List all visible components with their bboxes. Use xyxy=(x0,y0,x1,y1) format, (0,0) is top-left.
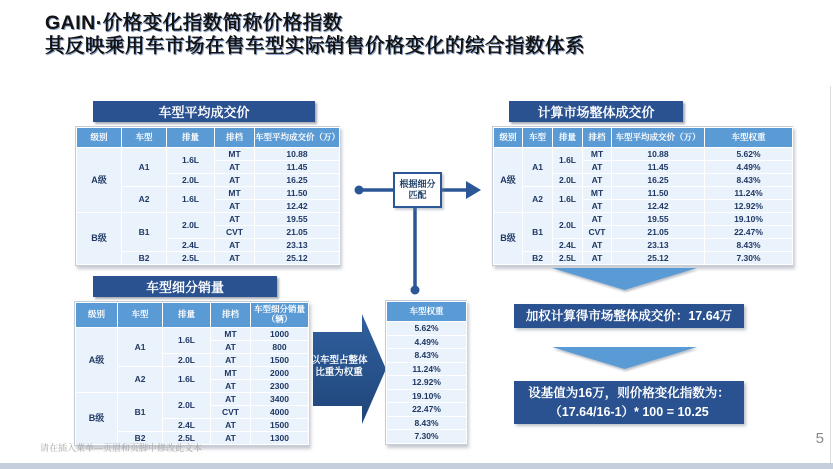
table-cell: B2 xyxy=(122,252,167,265)
table-cell: 1.6L xyxy=(553,187,583,213)
index-result-line1: 设基值为16万，则价格变化指数为： xyxy=(528,385,730,400)
table-cell: AT xyxy=(583,200,612,213)
table-cell: 2.0L xyxy=(163,393,211,419)
table-cell: 22.47% xyxy=(387,403,467,417)
table-cell: MT xyxy=(215,187,255,200)
table-row xyxy=(387,376,467,390)
table-cell: AT xyxy=(211,354,251,367)
arrow-right-icon xyxy=(466,181,481,199)
table-cell: 11.24% xyxy=(387,362,467,376)
table-cell: 21.05 xyxy=(255,226,340,239)
table-cell: 2000 xyxy=(251,367,309,380)
table-row xyxy=(387,403,467,417)
table-row xyxy=(387,349,467,363)
table-cell: 19.10% xyxy=(387,389,467,403)
table-row xyxy=(387,322,467,336)
table-cell: AT xyxy=(215,239,255,252)
sales-table xyxy=(74,301,309,446)
table-cell: A2 xyxy=(523,187,553,213)
table-cell: 1.6L xyxy=(167,187,215,213)
table-cell: B1 xyxy=(523,213,553,252)
table-row xyxy=(76,393,309,406)
table-cell: 1500 xyxy=(251,419,309,432)
match-box-line1: 根据细分 xyxy=(399,179,436,189)
big-arrow-line2: 比重为权重 xyxy=(315,367,363,378)
table-header-row xyxy=(494,128,793,148)
sales-table-title: 车型细分销量 xyxy=(93,276,277,297)
footer-placeholder-text: 请在插入菜单—页眉和页脚中修改此文本 xyxy=(40,443,203,453)
table-cell: AT xyxy=(583,174,612,187)
header-cell: 车型平均成交价（万） xyxy=(612,128,705,148)
table-cell: AT xyxy=(583,239,612,252)
index-result-box xyxy=(514,381,744,424)
table-cell: B1 xyxy=(122,213,167,252)
index-result-line2: （17.64/16-1）* 100 = 10.25 xyxy=(549,404,709,419)
table-cell: 25.12 xyxy=(255,252,340,265)
table-cell: 23.13 xyxy=(255,239,340,252)
match-box-line2: 匹配 xyxy=(408,190,427,200)
table-cell: 2.0L xyxy=(163,354,211,367)
chevron-down-icon xyxy=(552,347,697,369)
header-cell: 车型 xyxy=(122,128,167,148)
table-cell: 800 xyxy=(251,341,309,354)
table-cell: 4.49% xyxy=(705,161,793,174)
table-cell: AT xyxy=(583,252,612,265)
table-cell: A1 xyxy=(118,328,163,367)
table-cell: AT xyxy=(583,161,612,174)
table-cell: A级 xyxy=(76,328,118,393)
header-cell: 排量 xyxy=(167,128,215,148)
table-cell: 1300 xyxy=(251,432,309,445)
table-cell: 2.5L xyxy=(553,252,583,265)
avg-price-table xyxy=(75,126,340,266)
table-cell: 8.43% xyxy=(387,349,467,363)
header-cell: 车型 xyxy=(118,303,163,328)
avg-price-table-title: 车型平均成交价 xyxy=(93,101,315,122)
table-cell: 25.12 xyxy=(612,252,705,265)
table-row xyxy=(77,148,340,161)
table-cell: AT xyxy=(215,213,255,226)
table-cell: 2.0L xyxy=(167,213,215,239)
table-cell: 5.62% xyxy=(705,148,793,161)
header-cell: 车型 xyxy=(523,128,553,148)
table-cell: 1.6L xyxy=(167,148,215,174)
table-cell: 12.92% xyxy=(705,200,793,213)
header-cell: 排量 xyxy=(553,128,583,148)
table-cell: 1.6L xyxy=(163,367,211,393)
table-cell: CVT xyxy=(211,406,251,419)
table-cell: 7.30% xyxy=(387,430,467,444)
table-cell: 1.6L xyxy=(553,148,583,174)
table-cell: B级 xyxy=(76,393,118,445)
table-cell: 19.55 xyxy=(612,213,705,226)
header-cell: 车型权重 xyxy=(705,128,793,148)
table-header-row xyxy=(387,302,467,322)
table-cell: 2.0L xyxy=(167,174,215,187)
table-cell: 19.55 xyxy=(255,213,340,226)
table-cell: 11.50 xyxy=(612,187,705,200)
header-cell: 车型平均成交价（万） xyxy=(255,128,340,148)
table-cell: AT xyxy=(215,174,255,187)
table-cell: 5.62% xyxy=(387,322,467,336)
table-cell: 2.4L xyxy=(163,419,211,432)
table-cell: B级 xyxy=(494,213,523,265)
table-cell: 11.45 xyxy=(612,161,705,174)
table-cell: AT xyxy=(211,419,251,432)
table-row xyxy=(77,213,340,226)
table-cell: B级 xyxy=(77,213,122,265)
connector-dot-bottom xyxy=(411,286,420,295)
weighted-result-box: 加权计算得市场整体成交价：17.64万 xyxy=(514,304,744,328)
table-cell: 1.6L xyxy=(163,328,211,354)
table-cell: 12.42 xyxy=(612,200,705,213)
header-cell: 排档 xyxy=(215,128,255,148)
table-cell: AT xyxy=(583,213,612,226)
table-row xyxy=(494,252,793,265)
table-row xyxy=(76,328,309,341)
table-cell: 11.50 xyxy=(255,187,340,200)
table-cell: AT xyxy=(215,252,255,265)
table-cell: 2.0L xyxy=(553,174,583,187)
header-cell: 排档 xyxy=(211,303,251,328)
table-cell: CVT xyxy=(215,226,255,239)
table-cell: 2.4L xyxy=(553,239,583,252)
table-cell: 3400 xyxy=(251,393,309,406)
table-row xyxy=(387,430,467,444)
big-arrow-line1: 以车型占整体 xyxy=(310,355,368,366)
table-cell: 4.49% xyxy=(387,335,467,349)
table-cell: 16.25 xyxy=(612,174,705,187)
table-cell: 7.30% xyxy=(705,252,793,265)
table-cell: B2 xyxy=(523,252,553,265)
table-cell: AT xyxy=(211,380,251,393)
table-row xyxy=(494,213,793,226)
big-arrow-label xyxy=(308,355,370,379)
header-cell: 级别 xyxy=(77,128,122,148)
table-cell: B2 xyxy=(118,432,163,445)
table-cell: B1 xyxy=(118,393,163,432)
table-cell: 1500 xyxy=(251,354,309,367)
table-cell: 8.43% xyxy=(705,174,793,187)
chevron-down-icon xyxy=(552,268,697,290)
table-cell: A级 xyxy=(77,148,122,213)
slide-right-edge-line xyxy=(830,86,831,463)
table-cell: 11.45 xyxy=(255,161,340,174)
table-row xyxy=(387,362,467,376)
table-cell: 2.5L xyxy=(163,432,211,445)
table-cell: A2 xyxy=(118,367,163,393)
table-cell: MT xyxy=(215,148,255,161)
table-row xyxy=(494,148,793,161)
table-cell: 2.0L xyxy=(553,213,583,239)
header-cell: 级别 xyxy=(494,128,523,148)
table-cell: A1 xyxy=(523,148,553,187)
table-cell: 2.5L xyxy=(167,252,215,265)
header-cell: 排档 xyxy=(583,128,612,148)
header-cell: 级别 xyxy=(76,303,118,328)
table-cell: 19.10% xyxy=(705,213,793,226)
header-cell: 车型细分销量（辆） xyxy=(251,303,309,328)
table-row xyxy=(387,335,467,349)
match-box xyxy=(393,172,442,208)
slide-title-line1: GAIN·价格变化指数简称价格指数 xyxy=(45,12,343,34)
table-cell: 10.88 xyxy=(612,148,705,161)
table-cell: MT xyxy=(211,367,251,380)
table-header-row xyxy=(77,128,340,148)
table-cell: MT xyxy=(211,328,251,341)
table-cell: 12.92% xyxy=(387,376,467,390)
table-cell: A2 xyxy=(122,187,167,213)
table-cell: 8.43% xyxy=(387,416,467,430)
calc-table-title: 计算市场整体成交价 xyxy=(509,101,683,122)
table-row xyxy=(494,187,793,200)
table-cell: MT xyxy=(583,187,612,200)
table-cell: 23.13 xyxy=(612,239,705,252)
header-cell: 排量 xyxy=(163,303,211,328)
table-cell: 22.47% xyxy=(705,226,793,239)
table-cell: 16.25 xyxy=(255,174,340,187)
table-cell: AT xyxy=(215,200,255,213)
table-cell: MT xyxy=(583,148,612,161)
table-row xyxy=(387,389,467,403)
slide-title-line2: 其反映乘用车市场在售车型实际销售价格变化的综合指数体系 xyxy=(45,35,586,57)
table-cell: 2300 xyxy=(251,380,309,393)
page-number: 5 xyxy=(815,430,824,447)
table-cell: 8.43% xyxy=(705,239,793,252)
table-cell: 11.24% xyxy=(705,187,793,200)
table-cell: AT xyxy=(211,432,251,445)
table-row xyxy=(387,416,467,430)
table-cell: CVT xyxy=(583,226,612,239)
table-cell: 1000 xyxy=(251,328,309,341)
table-cell: 21.05 xyxy=(612,226,705,239)
table-cell: 12.42 xyxy=(255,200,340,213)
table-cell: A1 xyxy=(122,148,167,187)
table-cell: AT xyxy=(215,161,255,174)
table-cell: 2.4L xyxy=(167,239,215,252)
header-cell: 车型权重 xyxy=(387,302,467,322)
table-cell: AT xyxy=(211,393,251,406)
table-cell: A级 xyxy=(494,148,523,213)
slide-bottom-bar xyxy=(0,463,833,469)
table-cell: 10.88 xyxy=(255,148,340,161)
calc-table xyxy=(492,126,793,266)
table-header-row xyxy=(76,303,309,328)
slide-title xyxy=(45,12,585,58)
table-cell: 4000 xyxy=(251,406,309,419)
table-cell: AT xyxy=(211,341,251,354)
weights-mini-table xyxy=(385,300,467,445)
